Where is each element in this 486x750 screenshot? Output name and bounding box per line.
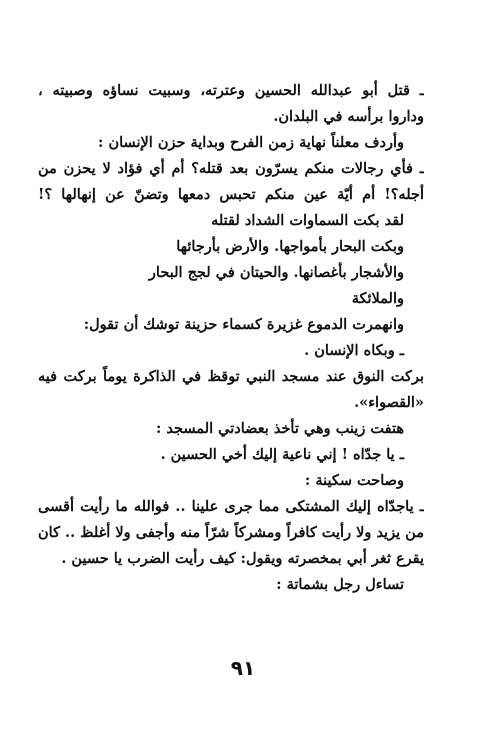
text-line: ـ قتل أبو عبدالله الحسين وعترته، وسبيت نساؤه وصبيته ، xyxy=(38,82,424,99)
page-number: ٩١ xyxy=(230,656,256,680)
text-line: والأشجار بأغصانها. والحيتان في لجج البحار xyxy=(148,264,404,281)
text-line: أجله؟! أم أيّة عين منكم تحبس دمعها وتضنّ عن إنهالها ؟! xyxy=(38,186,424,203)
text-line: وأردف معلناً نهاية زمن الفرح وبداية حزن الإنسان : xyxy=(98,134,404,151)
text-line: يقرع ثغر أبي بمخصرته ويقول: كيف رأيت الضرب يا حسين . xyxy=(61,550,424,567)
text-line: لقد بكت السماوات الشداد لقتله xyxy=(211,212,404,229)
text-line: ـ فأي رجالات منكم يسرّون بعد قتله؟ أم أي فؤاد لا يحزن من xyxy=(38,160,424,177)
text-line: ـ ياجدّاه إليك المشتكى مما جرى علينا .. فوالله ما رأيت أقسى xyxy=(38,498,424,515)
text-line: ـ يا جدّاه ! إني ناعية إليك أخي الحسين . xyxy=(160,446,404,463)
text-line: وانهمرت الدموع غزيرة كسماء حزينة توشك أن تقول: xyxy=(83,316,404,333)
text-line: والملائكة xyxy=(351,290,404,307)
text-line: وبكت البحار بأمواجها. والأرض بأرجائها xyxy=(176,238,404,255)
text-line: وداروا برأسه في البلدان. xyxy=(273,108,424,125)
text-line: هتفت زينب وهي تأخذ بعضادتي المسجد : xyxy=(156,420,404,437)
text-line: تساءل رجل بشماتة : xyxy=(276,576,404,593)
text-line: وصاحت سكينة : xyxy=(304,472,404,489)
text-line: بركت النوق عند مسجد النبي توقظ في الذاكرة يوماً بركت فيه xyxy=(38,368,424,385)
text-line: ـ وبكاه الإنسان . xyxy=(304,342,404,359)
text-line: «القصواء». xyxy=(354,394,424,411)
text-line: من يزيد ولا رأيت كافراً ومشركاً شرّاً منه وأجفى ولا أغلظ .. كان xyxy=(38,524,424,541)
body-text xyxy=(38,78,424,598)
